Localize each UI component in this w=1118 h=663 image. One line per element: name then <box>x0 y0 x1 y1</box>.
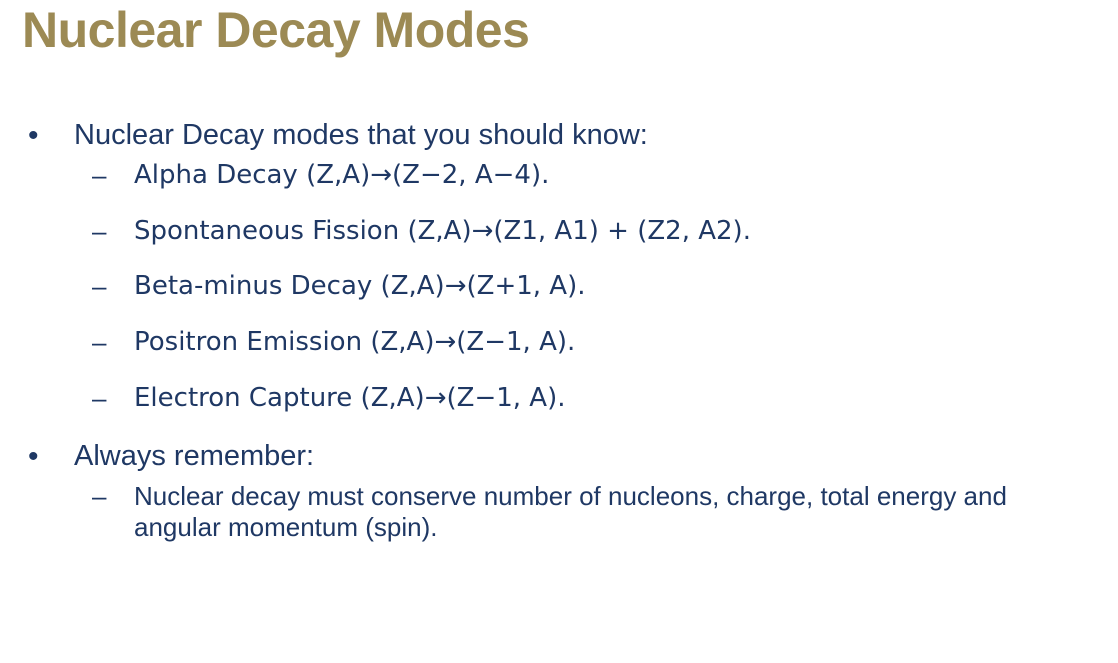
bullet-text: Always remember: <box>74 439 315 472</box>
list-item <box>0 271 1118 303</box>
dash-glyph-icon: – <box>92 382 107 413</box>
dash-glyph-icon: – <box>92 215 107 246</box>
bullet-item-always-remember <box>0 439 1118 475</box>
bullet-glyph-icon: • <box>28 439 39 473</box>
list-item <box>0 481 1118 544</box>
sublist-always-remember <box>0 481 1118 544</box>
bullet-item-decay-modes <box>0 118 1118 154</box>
list-item-label: Alpha Decay (Z,A)→(Z−2, A−4). <box>134 160 550 190</box>
list-item-label: Spontaneous Fission (Z,A)→(Z1, A1) + (Z2, A2). <box>134 215 751 246</box>
dash-glyph-icon: – <box>92 327 107 358</box>
list-item-label: Positron Emission (Z,A)→(Z−1, A). <box>134 327 576 358</box>
bullet-text: Nuclear Decay modes that you should know: <box>74 119 648 151</box>
list-item-label: Nuclear decay must conserve number of nucleons, charge, total energy and angular momentum (spin). <box>134 480 1007 543</box>
list-item-label: Electron Capture (Z,A)→(Z−1, A). <box>134 382 566 413</box>
slide-body <box>0 118 1118 544</box>
list-item <box>0 216 1118 248</box>
sublist-decay-modes <box>0 160 1118 415</box>
dash-glyph-icon: – <box>92 160 107 190</box>
list-item <box>0 160 1118 192</box>
list-item-label: Beta-minus Decay (Z,A)→(Z+1, A). <box>134 271 586 302</box>
dash-glyph-icon: – <box>92 480 107 511</box>
list-item <box>0 383 1118 415</box>
dash-glyph-icon: – <box>92 271 107 302</box>
page-title: Nuclear Decay Modes <box>22 2 530 58</box>
bullet-glyph-icon: • <box>28 119 39 152</box>
list-item <box>0 327 1118 359</box>
